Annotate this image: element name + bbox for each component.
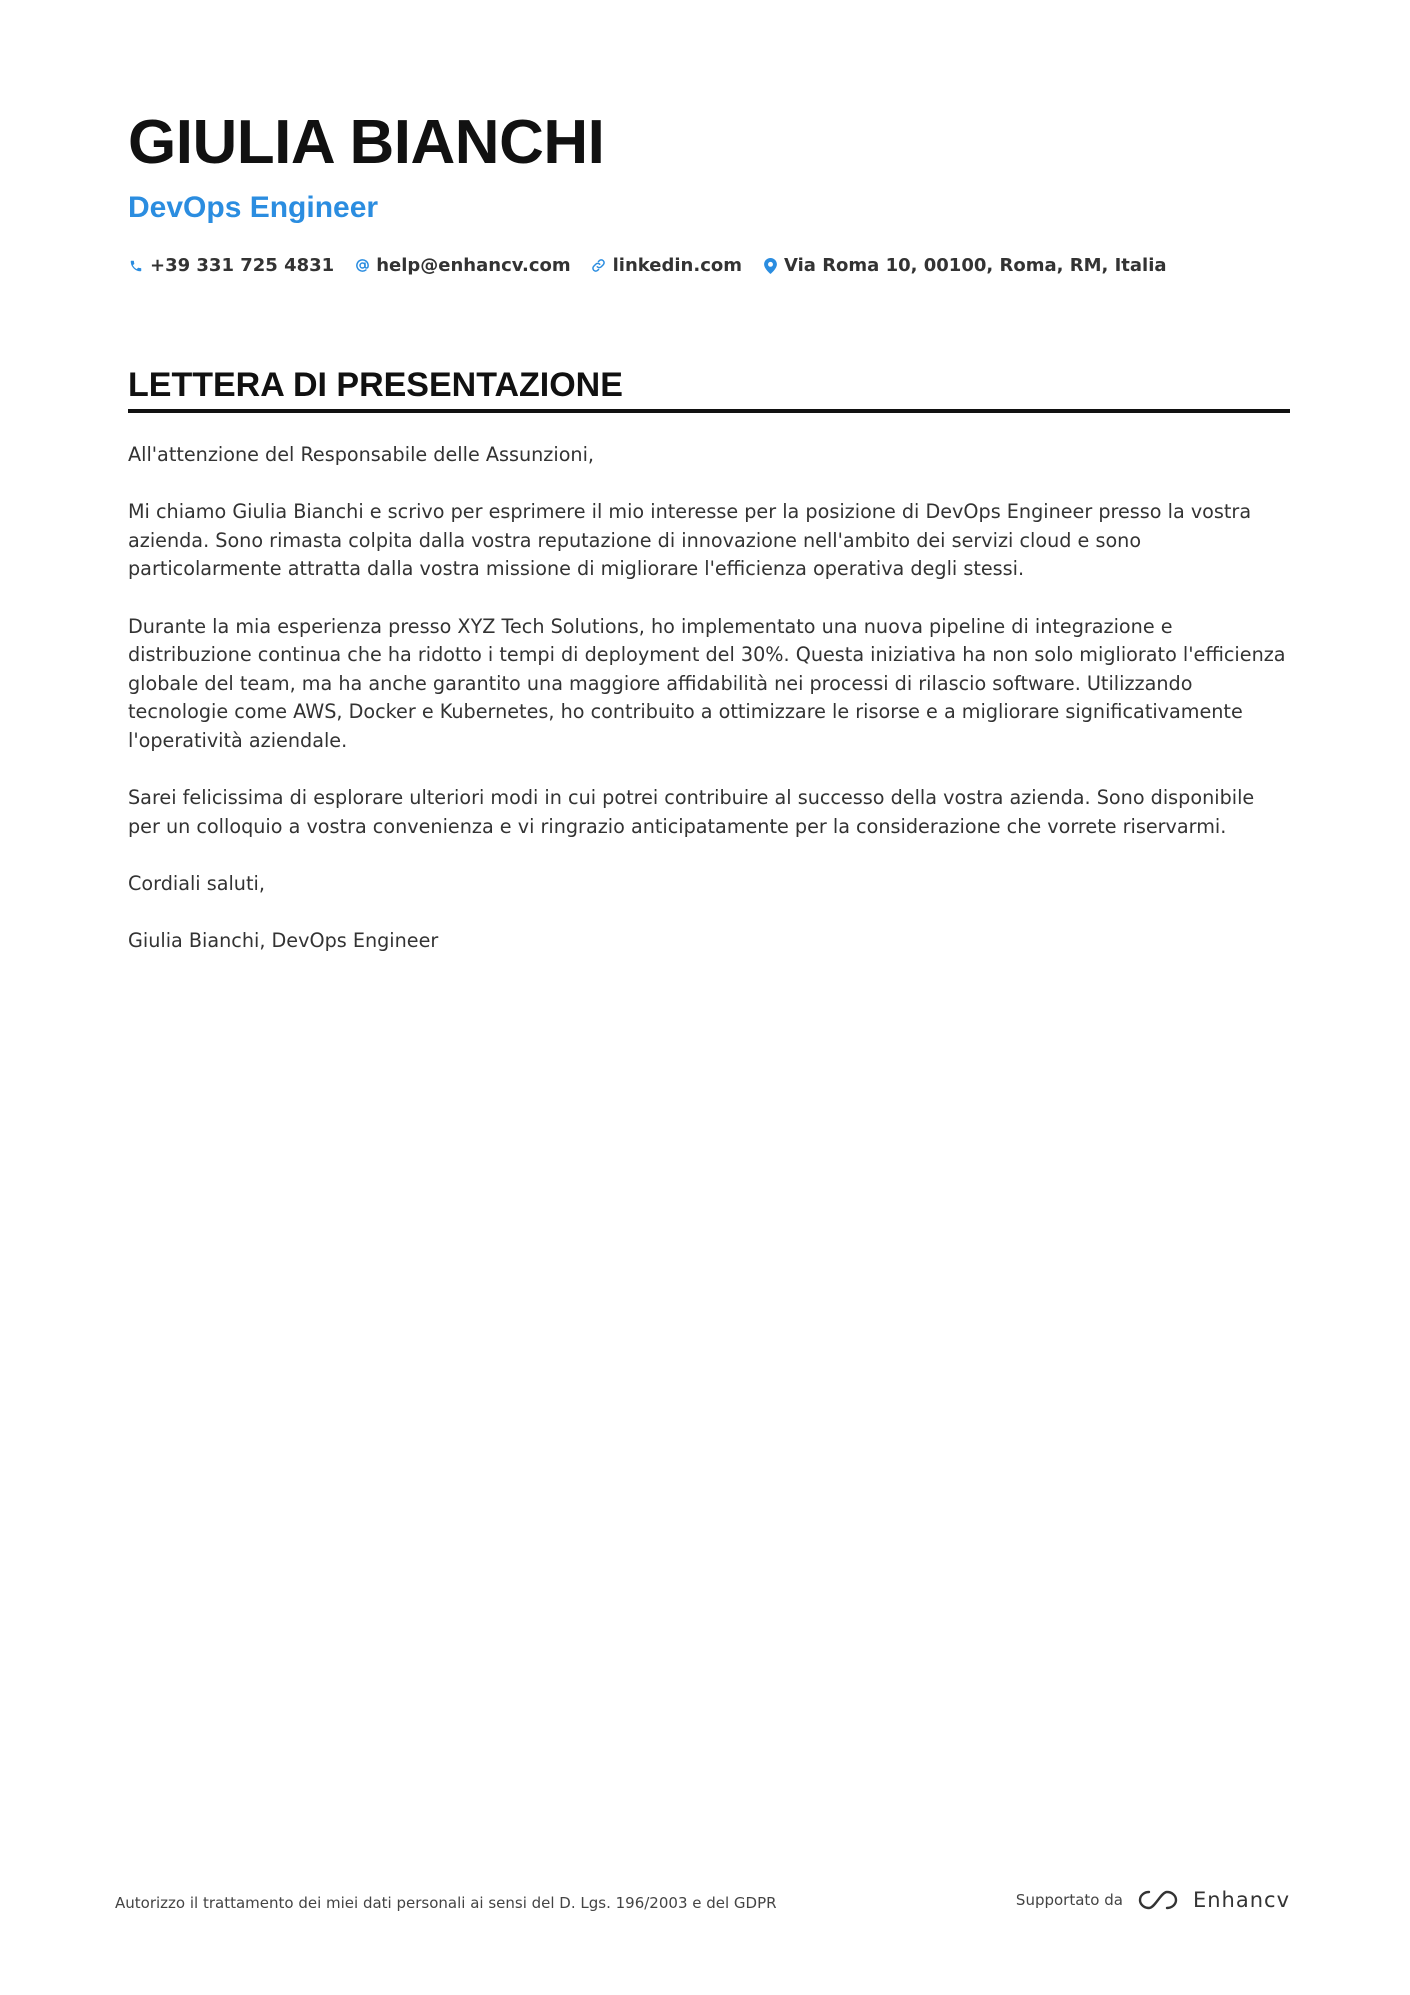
letter-paragraph-3: Sarei felicissima di esplorare ulteriori modi in cui potrei contribuire al successo della vostra azienda. Sono disponibile per un colloquio a vostra convenienza e vi ringrazio anticipatamente per la considerazione che vorrete riservarmi. bbox=[128, 786, 1255, 838]
at-icon bbox=[354, 256, 370, 276]
infinity-logo-icon bbox=[1135, 1888, 1181, 1912]
contact-bar bbox=[128, 255, 1187, 276]
contact-email-text: help@enhancv.com bbox=[376, 255, 571, 276]
powered-by-label: Supportato da bbox=[1015, 1891, 1123, 1909]
section-title: LETTERA DI PRESENTAZIONE bbox=[128, 366, 623, 404]
letter-signature: Giulia Bianchi, DevOps Engineer bbox=[128, 929, 439, 953]
section-divider bbox=[128, 409, 1290, 413]
contact-phone bbox=[128, 255, 334, 276]
location-pin-icon bbox=[762, 256, 778, 276]
contact-linkedin-text: linkedin.com bbox=[612, 255, 742, 276]
letter-paragraph-2: Durante la mia esperienza presso XYZ Tech Solutions, ho implementato una nuova pipeline di integrazione e distribuzione continua che ha ridotto i tempi di deployment del 30%. Questa iniziativa ha non solo migliorato l'efficienza globale del team, ma ha anche garantito una maggiore affidabilità nei processi di rilascio software. Utilizzando tecnologie come AWS, Docker e Kubernetes, ho contribuito a ottimizzare le risorse e a migliorare significativamente l'operatività aziendale. bbox=[128, 614, 1286, 752]
contact-phone-text: +39 331 725 4831 bbox=[150, 255, 335, 276]
candidate-name: GIULIA BIANCHI bbox=[128, 108, 605, 177]
brand-name: Enhancv bbox=[1192, 1888, 1290, 1912]
link-icon bbox=[591, 256, 607, 276]
letter-greeting: All'attenzione del Responsabile delle Assunzioni, bbox=[128, 443, 595, 466]
contact-linkedin bbox=[591, 255, 742, 276]
phone-icon bbox=[128, 256, 144, 276]
contact-email bbox=[354, 255, 570, 276]
letter-paragraph-1: Mi chiamo Giulia Bianchi e scrivo per esprimere il mio interesse per la posizione di DevOps Engineer presso la vostra azienda. Sono rimasta colpita dalla vostra reputazione di innovazione nell'ambito dei servizi cloud e sono particolarmente attratta dalla vostra missione di migliorare l'efficienza operativa degli stessi. bbox=[128, 500, 1252, 581]
contact-address bbox=[762, 255, 1167, 276]
candidate-role: DevOps Engineer bbox=[128, 191, 379, 224]
letter-body bbox=[128, 441, 1290, 984]
powered-by bbox=[1016, 1888, 1290, 1912]
contact-address-text: Via Roma 10, 00100, Roma, RM, Italia bbox=[784, 255, 1167, 276]
privacy-consent-note: Autorizzo il trattamento dei miei dati personali ai sensi del D. Lgs. 196/2003 e del GDPR bbox=[115, 1894, 777, 1912]
enhancv-logo[interactable] bbox=[1135, 1888, 1290, 1912]
letter-closing: Cordiali saluti, bbox=[128, 871, 265, 895]
